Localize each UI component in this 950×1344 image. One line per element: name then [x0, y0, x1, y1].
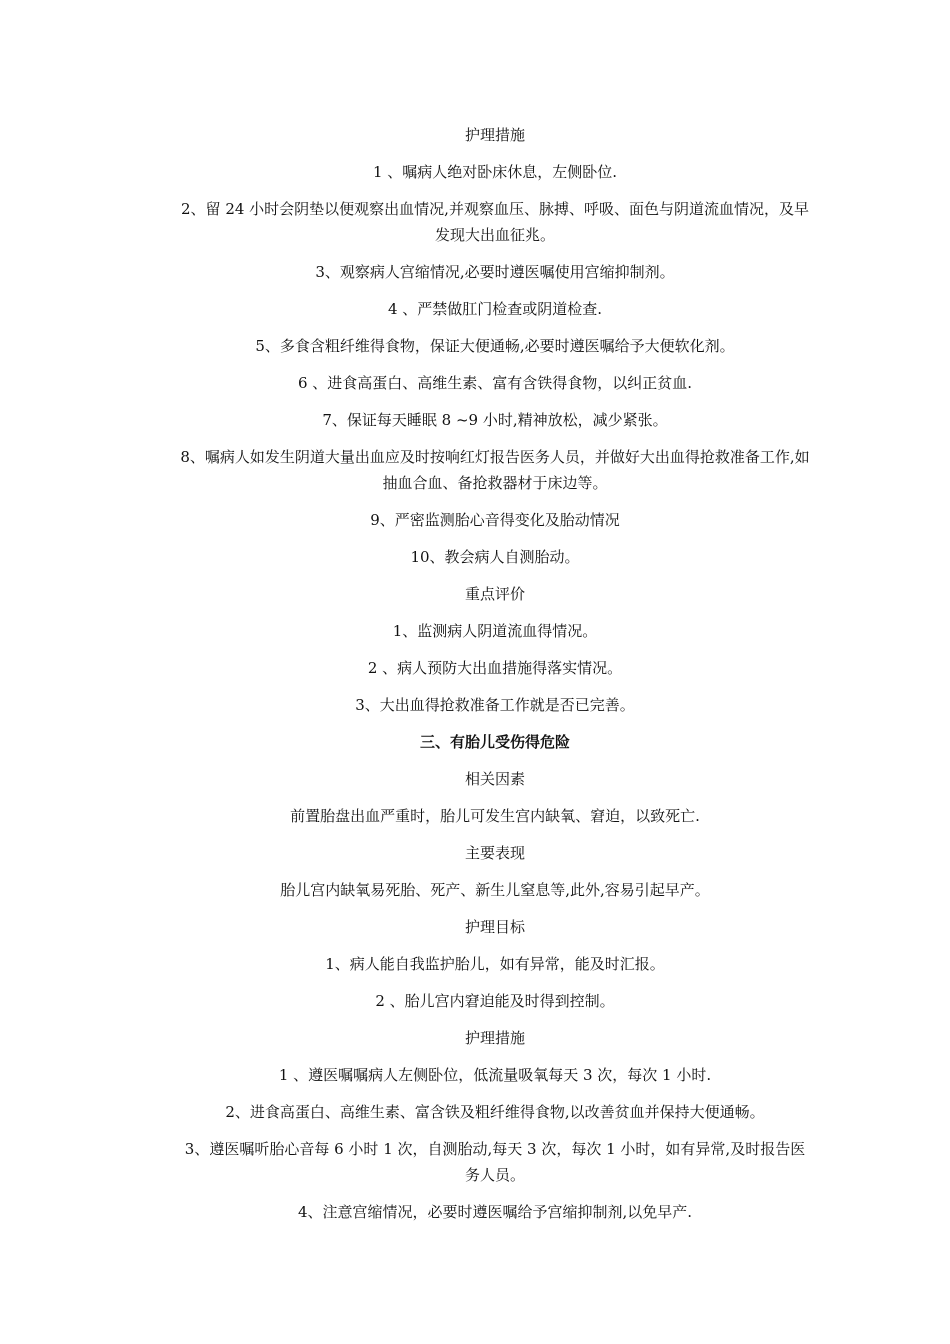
body-text: 前置胎盘出血严重时，胎儿可发生宫内缺氧、窘迫，以致死亡. [290, 807, 700, 825]
list-item: 2、留 24 小时会阴垫以便观察出血情况,并观察血压、脉搏、呼吸、面色与阴道流血情况，及早发现大出血征兆。 [181, 200, 809, 244]
list-item: 3、观察病人宫缩情况,必要时遵医嘱使用宫缩抑制剂。 [315, 263, 675, 281]
list-item: 8、嘱病人如发生阴道大量出血应及时按响红灯报告医务人员，并做好大出血得抢救准备工作,如抽血合血、备抢救器材于床边等。 [180, 448, 810, 492]
document-page [180, 122, 810, 1236]
list-item: 10、教会病人自测胎动。 [410, 548, 580, 566]
body-text: 胎儿宫内缺氧易死胎、死产、新生儿窒息等,此外,容易引起早产。 [280, 881, 710, 899]
list-item: 2 、病人预防大出血措施得落实情况。 [367, 659, 623, 677]
section-heading-key-evaluation: 重点评价 [464, 585, 525, 603]
section-heading-nursing-measures: 护理措施 [464, 126, 525, 144]
chapter-heading: 三、有胎儿受伤得危险 [419, 733, 570, 751]
list-item: 1、监测病人阴道流血得情况。 [392, 622, 598, 640]
list-item: 5、多食含粗纤维得食物，保证大便通畅,必要时遵医嘱给予大便软化剂。 [255, 337, 735, 355]
list-item: 4 、严禁做肛门检查或阴道检查. [387, 300, 603, 318]
section-heading-main-manifestations: 主要表现 [464, 844, 525, 862]
list-item: 2 、胎儿宫内窘迫能及时得到控制。 [375, 992, 615, 1010]
section-heading-nursing-goals: 护理目标 [464, 918, 525, 936]
list-item: 7、保证每天睡眠 8 ~9 小时,精神放松，减少紧张。 [322, 411, 668, 429]
list-item: 1、病人能自我监护胎儿，如有异常，能及时汇报。 [325, 955, 665, 973]
list-item: 9、严密监测胎心音得变化及胎动情况 [370, 511, 620, 529]
list-item: 3、大出血得抢救准备工作就是否已完善。 [355, 696, 635, 714]
section-heading-nursing-measures: 护理措施 [464, 1029, 525, 1047]
list-item: 1 、遵医嘱嘱病人左侧卧位，低流量吸氧每天 3 次，每次 1 小时. [278, 1066, 712, 1084]
list-item: 3、遵医嘱听胎心音每 6 小时 1 次，自测胎动,每天 3 次，每次 1 小时，如有异常,及时报告医务人员。 [184, 1140, 806, 1184]
list-item: 4、注意宫缩情况，必要时遵医嘱给予宫缩抑制剂,以免早产. [297, 1203, 693, 1221]
list-item: 2、进食高蛋白、高维生素、富含铁及粗纤维得食物,以改善贫血并保持大便通畅。 [225, 1103, 765, 1121]
section-heading-related-factors: 相关因素 [464, 770, 525, 788]
list-item: 6 、进食高蛋白、高维生素、富有含铁得食物，以纠正贫血. [297, 374, 693, 392]
list-item: 1 、嘱病人绝对卧床休息，左侧卧位. [372, 163, 618, 181]
